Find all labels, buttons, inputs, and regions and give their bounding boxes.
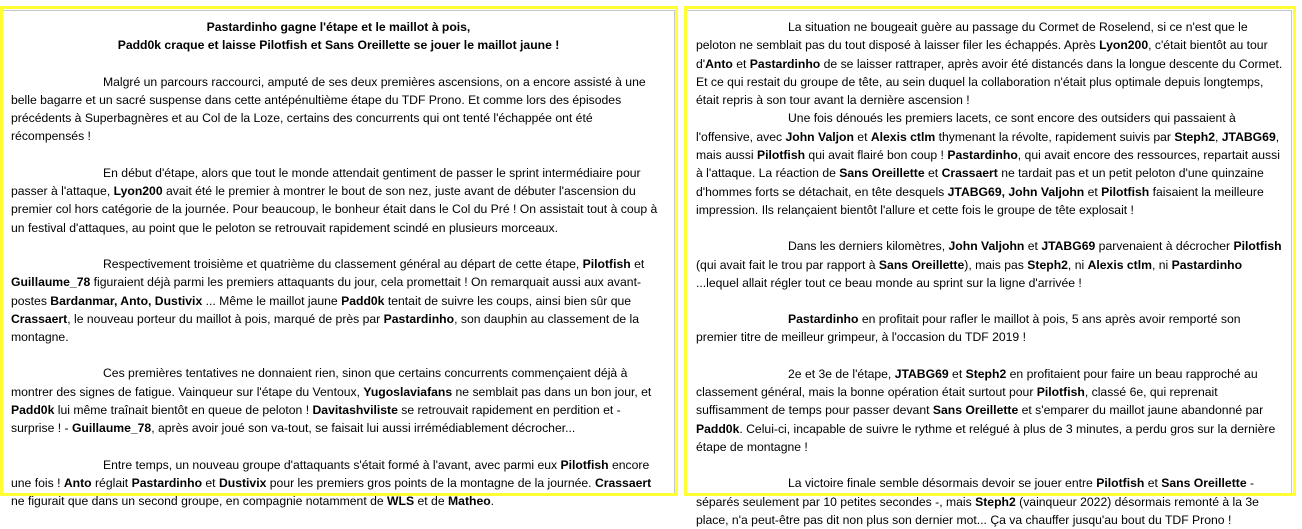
bold-name: JTABG69 — [1041, 239, 1096, 254]
bold-name: Yugoslaviafans — [363, 384, 453, 399]
bold-name: Pastardinho — [1171, 257, 1243, 272]
article-column-right — [686, 10, 1292, 527]
text-run: ), mais pas — [964, 257, 1028, 272]
bold-name: Pilotfish — [582, 256, 631, 271]
bold-name: Pastardinho — [383, 311, 455, 326]
bold-name: Alexis ctlm — [870, 129, 936, 144]
paragraph — [11, 164, 666, 237]
text-run: et — [1144, 476, 1162, 491]
title-line-2: Padd0k craque et laisse Pilotfish et Sans Oreillette se jouer le maillot jaune ! — [117, 38, 560, 53]
text-run: ...lequel allait régler tout ce beau monde au sprint sur la ligne d'arrivée ! — [696, 275, 1082, 290]
bold-name: Bardanmar, Anto, Dustivix — [50, 293, 203, 308]
paragraph — [696, 474, 1283, 529]
bold-name: Lyon200 — [113, 184, 163, 199]
text-run: Malgré un parcours raccourci, amputé de ses deux premières ascensions, on a encore assisté à une belle bagarre et un sacré suspense dans cette antépénultième étape du TDF Prono. Et comme lors des épisodes précédents à Superbagnères et au Col de la Loze, certains des concurrents qui ont tenté l'échappée ont été récompensés ! — [11, 74, 646, 144]
bold-name: Pilotfish — [1101, 184, 1150, 199]
text-run: faisaient la meilleure impression. Ils relançaient bientôt l'allure et cette fois le groupe de tête explosait ! — [696, 184, 1264, 217]
text-run: Respectivement troisième et quatrième du classement général au départ de cette étape, — [103, 256, 583, 271]
bold-name: Guillaume_78 — [71, 421, 152, 436]
bold-name: Padd0k — [11, 403, 55, 418]
bold-name: Pastardinho — [131, 475, 203, 490]
paragraph — [696, 365, 1283, 456]
bold-name: Sans Oreillette — [1161, 476, 1247, 491]
text-run: lui même traînait bientôt en queue de peloton ! — [54, 403, 313, 418]
bold-name: Sans Oreillette — [878, 257, 965, 272]
text-run: de se laisser rattraper, après avoir été distancés dans la longue descente du Cormet. Et ce qui restait du groupe de tête, au sein duquel la collaboration n'était plus optimale depuis longtemps, était repris à son tour avant la dernière ascension ! — [696, 56, 1283, 108]
text-run: , — [1214, 129, 1222, 144]
bold-name: John Valjohn — [948, 239, 1025, 254]
text-run: et — [948, 366, 966, 381]
text-run: , qui avait encore des ressources, repartait aussi à l'attaque. La réaction de — [696, 148, 1280, 181]
paragraph — [696, 18, 1283, 109]
text-run: , classé 6e, qui reprenait suffisamment de temps pour passer devant — [696, 385, 1218, 418]
text-run: La victoire finale semble désormais devoir se jouer entre — [788, 476, 1097, 491]
bold-name: John Valjon — [785, 129, 854, 144]
bold-name: Pastardinho — [947, 148, 1018, 163]
text-run: et — [732, 56, 750, 71]
text-run: Une fois dénoués les premiers lacets, ce sont encore des outsiders qui passaient à l'offensive, avec — [696, 111, 1236, 144]
bold-name: JTABG69, John Valjohn — [947, 184, 1085, 199]
bold-name: Lyon200 — [1099, 38, 1149, 53]
bold-name: Sans Oreillette — [932, 403, 1019, 418]
text-run: - séparés seulement par 10 petites secondes -, mais — [696, 476, 1255, 509]
bold-name: Pilotfish — [1233, 239, 1282, 254]
bold-name: Padd0k — [341, 293, 385, 308]
text-run: et de — [414, 494, 449, 509]
bold-name: Matheo — [448, 494, 491, 509]
bold-name: Steph2 — [1174, 129, 1215, 144]
text-run: avait été le premier à montrer le bout de son nez, juste avant de débuter l'ascension du premier col hors catégorie de la journée. Pour beaucoup, le bonheur était dans le Col du Pré ! On assistait tout à coup à un festival d'attaques, au point que le peloton se retrouvait rapidement scindé en plusieurs morceaux. — [11, 184, 658, 235]
right-paragraphs — [696, 18, 1283, 529]
text-run: parvenaient à décrocher — [1095, 239, 1234, 254]
text-run: , son dauphin au classement de la montagne. — [11, 311, 640, 345]
text-run: , après avoir joué son va-tout, se faisait lui aussi irrémédiablement décrocher... — [151, 421, 576, 436]
text-run: ... Même le maillot jaune — [202, 293, 342, 308]
bold-name: Pastardinho — [788, 312, 859, 327]
article-column-left — [1, 10, 675, 509]
bold-name: Dustivix — [218, 475, 267, 490]
article-title — [11, 18, 666, 55]
bold-name: Anto — [705, 56, 733, 71]
text-run: . Celui-ci, incapable de suivre le rythme et relégué à plus de 3 minutes, a perdu gros sur la dernière étape de montagne ! — [696, 421, 1276, 454]
text-run: en profitait pour rafler le maillot à pois, 5 ans après avoir remporté son premier titre de meilleur grimpeur, à l'occasion du TDF 2019 ! — [696, 312, 1241, 345]
text-run: tentait de suivre les coups, ainsi bien sûr que — [384, 293, 632, 308]
text-run: 2e et 3e de l'étape, — [788, 366, 895, 381]
paragraph — [696, 237, 1283, 292]
text-run: et — [853, 129, 871, 144]
bold-name: Pastardinho — [749, 56, 821, 71]
bold-name: JTABG69 — [894, 366, 949, 381]
left-paragraphs — [11, 73, 666, 511]
text-run: , ni — [1151, 257, 1172, 272]
bold-name: Anto — [63, 475, 92, 490]
paragraph — [11, 364, 666, 437]
bold-name: Guillaume_78 — [11, 275, 91, 290]
bold-name: Sans Oreillette — [839, 166, 925, 181]
bold-name: Steph2 — [965, 366, 1007, 381]
text-run: et s'emparer du maillot jaune abandonné par — [1018, 403, 1264, 418]
bold-name: Steph2 — [1027, 257, 1068, 272]
text-run: . — [490, 494, 495, 509]
paragraph — [11, 73, 666, 146]
text-run: Dans les derniers kilomètres, — [788, 239, 949, 254]
text-run: en profitaient pour faire un beau rapproché au classement général, mais la bonne opération était surtout pour — [696, 366, 1258, 400]
bold-name: Pilotfish — [1036, 385, 1085, 400]
text-run: réglait — [91, 475, 132, 490]
bold-name: Alexis ctlm — [1087, 257, 1152, 272]
bold-name: Pilotfish — [756, 148, 806, 163]
text-run: et — [630, 256, 645, 271]
text-run: (vainqueur 2022) désormais remonté à la 3e place, n'a peut-être pas dit non plus son dernier mot... Ça va chauffer jusqu'au bout du TDF Prono ! — [696, 494, 1259, 527]
text-run: ne semblait pas dans un bon jour, et — [452, 384, 652, 399]
bold-name: WLS — [387, 494, 415, 509]
text-run: et — [924, 166, 942, 181]
text-run: Entre temps, un nouveau groupe d'attaquants s'était formé à l'avant, avec parmi eux — [103, 457, 561, 472]
paragraph — [11, 456, 666, 511]
text-run: et — [1084, 184, 1102, 199]
text-run: , c'était bientôt au tour d' — [696, 38, 1268, 71]
text-run: et — [1024, 239, 1042, 254]
bold-name: Steph2 — [975, 494, 1016, 509]
text-run: , mais aussi — [696, 129, 1280, 163]
title-line-1: Pastardinho gagne l'étape et le maillot à pois, — [206, 20, 471, 34]
text-run: qui avait flairé bon coup ! — [805, 148, 948, 163]
bold-name: Crassaert — [941, 166, 998, 181]
bold-name: JTABG69 — [1221, 129, 1276, 144]
text-run: ne figurait que dans un second groupe, en compagnie notamment de — [11, 494, 388, 509]
paragraph — [696, 109, 1283, 219]
text-run: pour les premiers gros points de la montagne de la journée. — [266, 475, 595, 490]
bold-name: Davitashviliste — [312, 403, 398, 418]
text-run: thymenant la révolte, rapidement suivis par — [935, 129, 1175, 144]
text-run: ne tardait pas et un petit peloton d'une quinzaine d'hommes forts se détachait, en tête desquels — [696, 166, 1264, 199]
bold-name: Crassaert — [11, 311, 68, 326]
text-run: se retrouvait rapidement en perdition et - surprise ! - — [11, 403, 621, 436]
bold-name: Padd0k — [696, 421, 740, 436]
text-run: figuraient déjà parmi les premiers attaquants du jour, cela promettait ! On remarquait aussi aux avant-postes — [11, 275, 642, 308]
paragraph — [11, 255, 666, 346]
text-run: (qui avait fait le trou par rapport à — [696, 257, 879, 272]
text-run: , le nouveau porteur du maillot à pois, marqué de près par — [67, 311, 384, 326]
text-run: , ni — [1067, 257, 1088, 272]
bold-name: Pilotfish — [1096, 476, 1145, 491]
text-run: et — [202, 475, 219, 490]
bold-name: Crassaert — [594, 475, 652, 490]
text-run: Ces premières tentatives ne donnaient rien, sinon que certains concurrents commençaient déjà à montrer des signes de fatigue. Vainqueur sur l'étape du Ventoux, — [11, 366, 628, 399]
bold-name: Pilotfish — [560, 457, 609, 472]
text-run: En début d'étape, alors que tout le monde attendait gentiment de passer le sprint intermédiaire pour passer à l'attaque, — [11, 165, 641, 199]
text-run: La situation ne bougeait guère au passage du Cormet de Roselend, si ce n'est que le peloton ne semblait pas du tout disposé à laisser filer les échappés. Après — [696, 20, 1248, 53]
text-run: encore une fois ! — [11, 457, 650, 490]
paragraph — [696, 310, 1283, 347]
